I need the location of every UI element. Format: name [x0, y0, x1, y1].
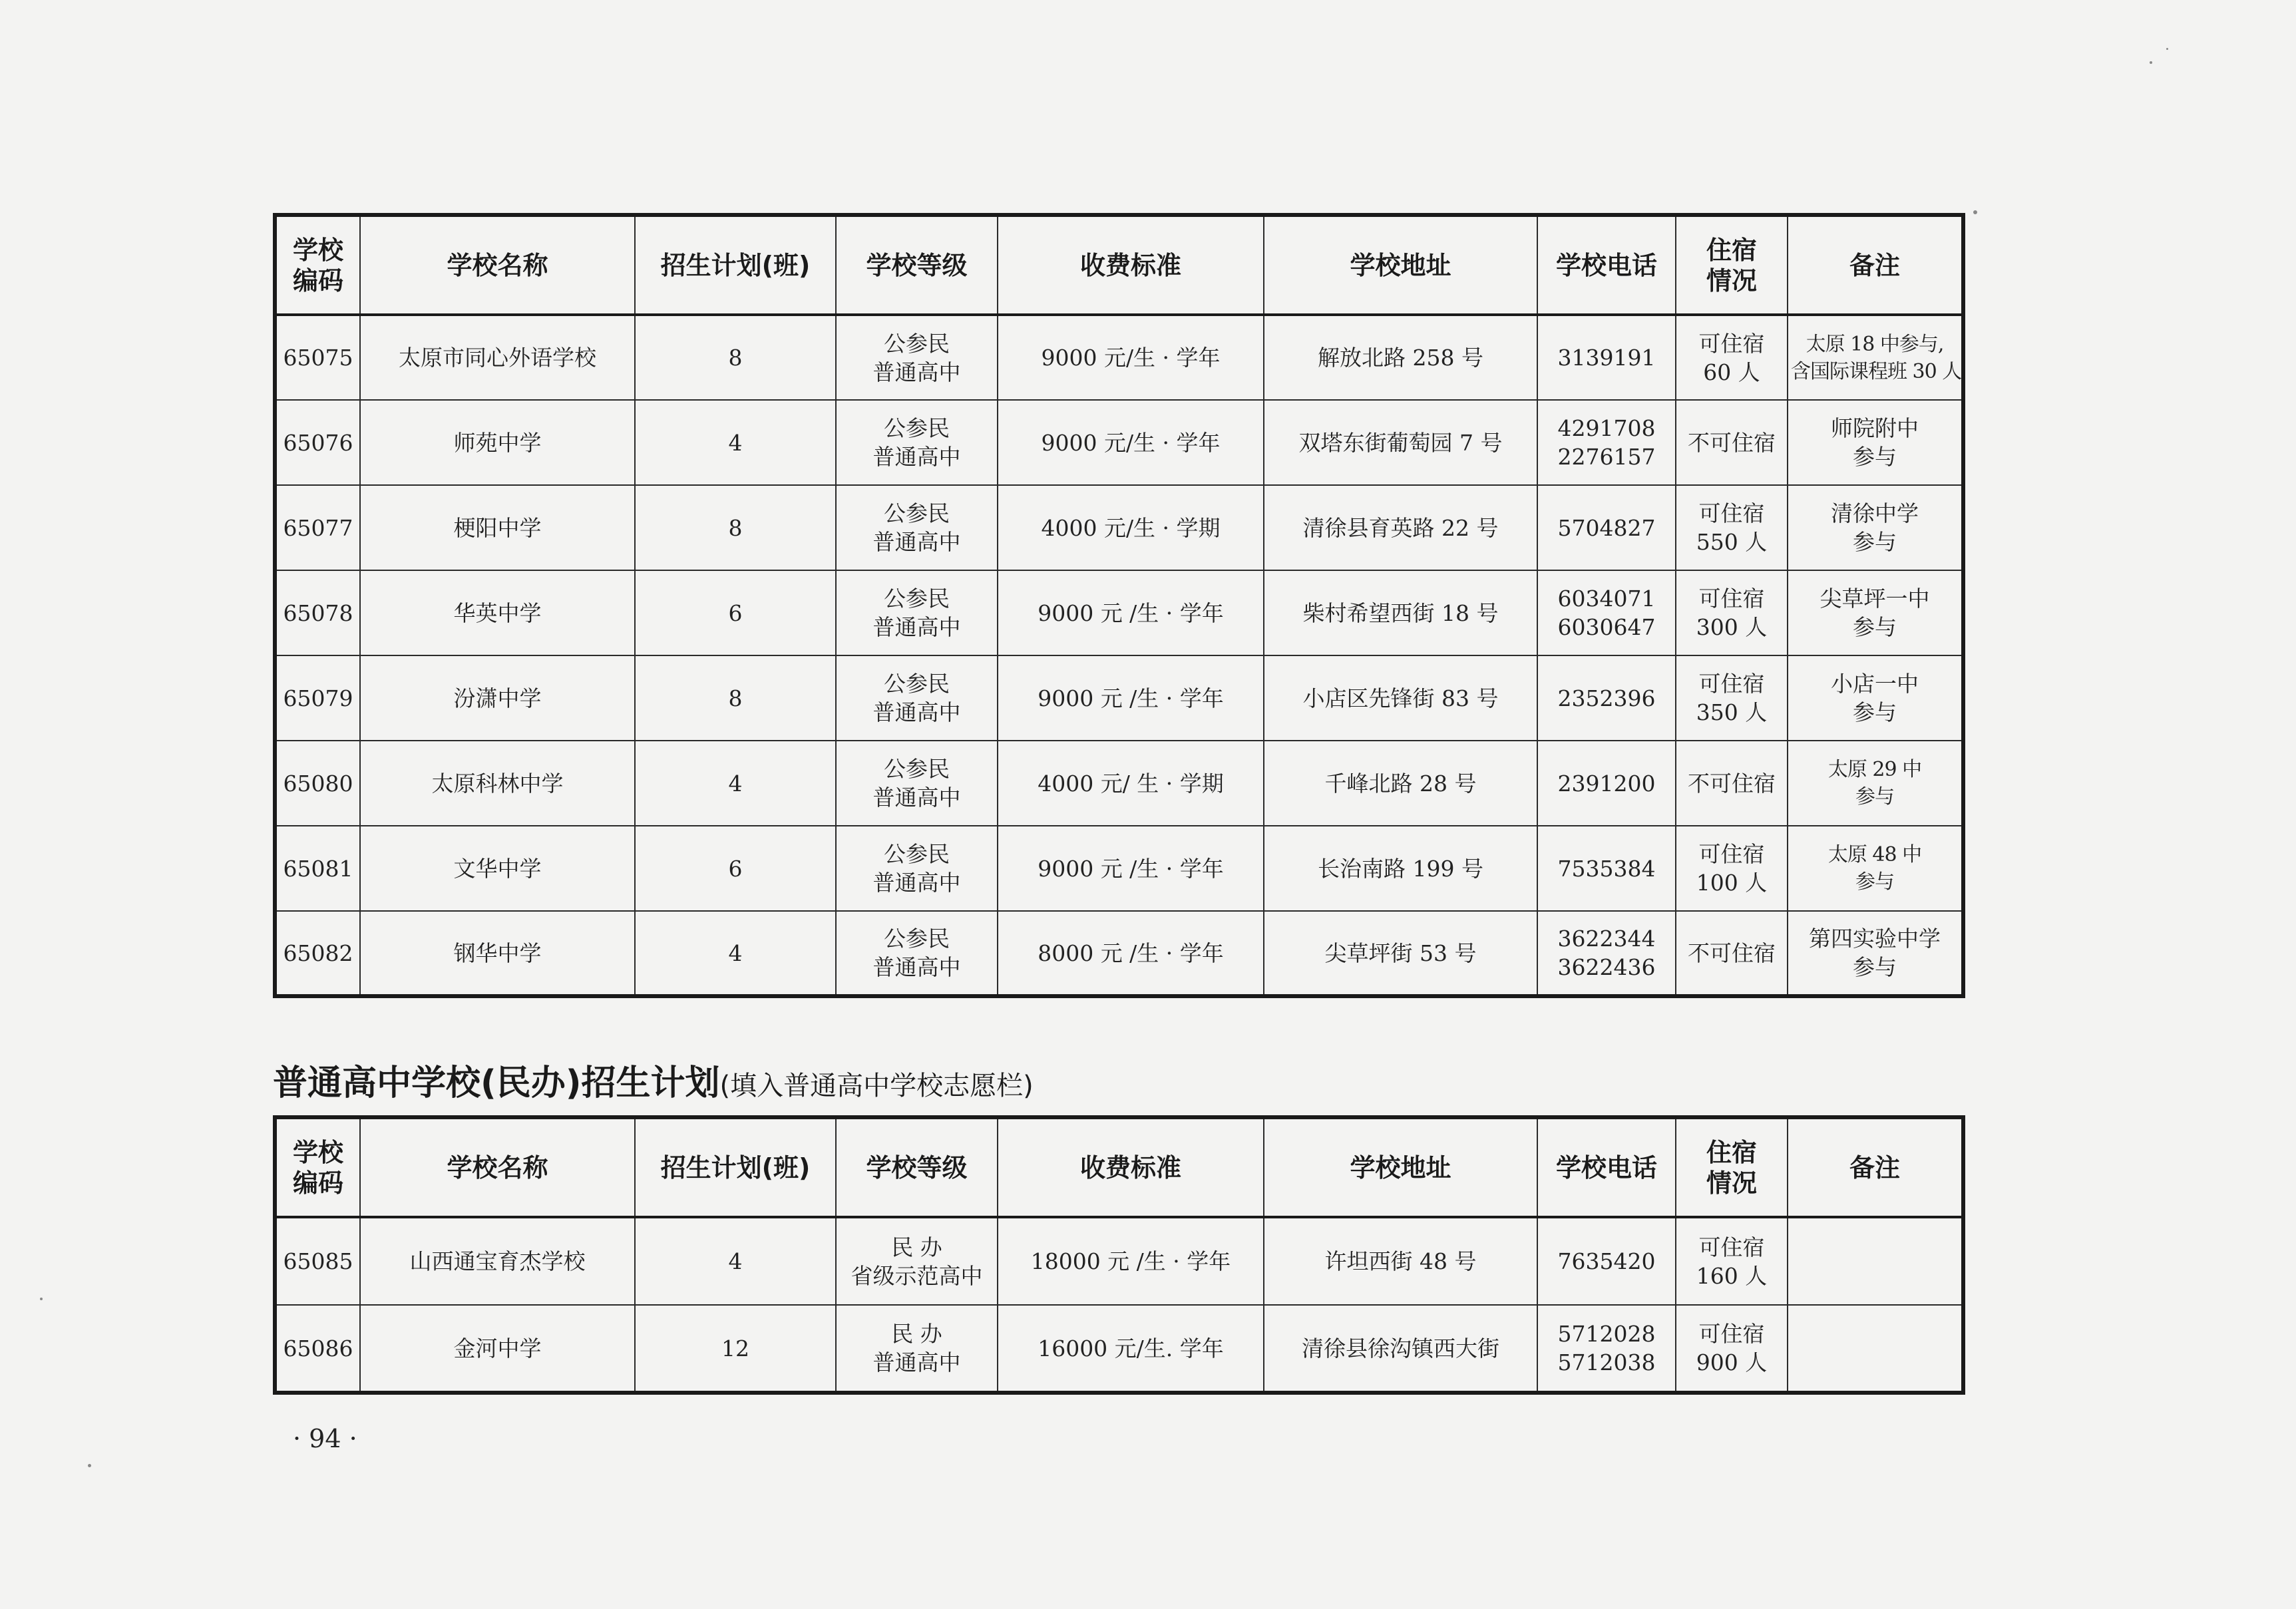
- lodging-cell: [1676, 485, 1788, 570]
- header-label: 情况: [1706, 266, 1757, 295]
- section-title: 普通高中学校(民办)招生计划: [273, 1063, 720, 1103]
- fee-cell: [998, 655, 1264, 741]
- school-name-cell: [360, 1217, 635, 1305]
- header-label: 编码: [292, 266, 343, 295]
- enrollment-plan-cell: [635, 911, 836, 996]
- phone-cell: [1537, 741, 1676, 826]
- scan-speck: [1973, 210, 1977, 214]
- header-label: 编码: [292, 1168, 343, 1198]
- phone-cell: [1537, 911, 1676, 996]
- header-label: 住宿: [1706, 1137, 1757, 1167]
- school-level-line: 公参民: [884, 500, 950, 526]
- school-code-text: 65086: [283, 1335, 353, 1361]
- section-note: (填入普通高中学校志愿栏): [719, 1071, 1034, 1101]
- school-level-cell: [836, 1217, 998, 1305]
- phone-line: 3622344: [1557, 926, 1656, 952]
- school-name-cell: [360, 315, 635, 400]
- fee-cell: [998, 1217, 1264, 1305]
- header-remark: [1788, 215, 1963, 315]
- phone-line: 4291708: [1557, 415, 1656, 441]
- address-cell: [1264, 315, 1537, 400]
- enrollment-plan-text: 8: [728, 514, 743, 541]
- public-schools-table: [273, 213, 1965, 998]
- fee-cell: [998, 485, 1264, 570]
- address-cell: [1264, 570, 1537, 655]
- address-text: 解放北路 258 号: [1318, 345, 1483, 371]
- table-row: [275, 741, 1963, 826]
- school-name-text: 山西通宝育杰学校: [409, 1248, 586, 1274]
- school-code-text: 65082: [283, 940, 353, 966]
- lodging-line: 300 人: [1696, 614, 1768, 640]
- fee-cell: [998, 1305, 1264, 1393]
- header-label: 招生计划(班): [660, 250, 811, 280]
- header-label: 学校: [292, 235, 343, 265]
- table-row: [275, 911, 1963, 996]
- enrollment-plan-cell: [635, 741, 836, 826]
- address-cell: [1264, 485, 1537, 570]
- enrollment-plan-text: 8: [728, 345, 743, 371]
- address-cell: [1264, 655, 1537, 741]
- header-label: 情况: [1706, 1168, 1757, 1198]
- lodging-line: 可住宿: [1698, 1234, 1765, 1260]
- address-text: 柴村希望西街 18 号: [1302, 600, 1499, 626]
- remark-line: 尖草坪一中: [1819, 586, 1930, 612]
- lodging-line: 不可住宿: [1688, 770, 1776, 797]
- remark-line: 参与: [1853, 614, 1897, 640]
- remark-cell: [1788, 1305, 1963, 1393]
- school-level-line: 普通高中: [872, 870, 961, 896]
- phone-line: 5712028: [1557, 1321, 1656, 1347]
- table-row: [275, 315, 1963, 400]
- header-label: 备注: [1849, 250, 1900, 280]
- remark-line: 参与: [1853, 529, 1897, 555]
- school-code-text: 65079: [283, 685, 353, 711]
- school-level-line: 普通高中: [872, 1349, 961, 1375]
- remark-line: 太原 29 中: [1827, 758, 1922, 781]
- fee-text: 4000 元/生 · 学期: [1041, 514, 1221, 541]
- school-level-line: 普通高中: [872, 529, 961, 555]
- address-cell: [1264, 741, 1537, 826]
- phone-line: 5704827: [1557, 514, 1656, 541]
- public-schools-body: [275, 315, 1963, 996]
- enrollment-plan-cell: [635, 1305, 836, 1393]
- phone-line: 2391200: [1557, 770, 1656, 797]
- lodging-cell: [1676, 655, 1788, 741]
- remark-cell: [1788, 400, 1963, 485]
- header-label: 收费标准: [1079, 1153, 1181, 1182]
- lodging-line: 100 人: [1696, 870, 1768, 896]
- school-level-line: 民 办: [891, 1234, 942, 1260]
- remark-cell: [1788, 315, 1963, 400]
- table-row: [275, 1217, 1963, 1305]
- lodging-line: 550 人: [1696, 529, 1768, 555]
- lodging-cell: [1676, 1305, 1788, 1393]
- lodging-cell: [1676, 826, 1788, 911]
- table-header-row: [275, 215, 1963, 315]
- school-level-line: 省级示范高中: [851, 1262, 983, 1289]
- header-label: 学校名称: [447, 250, 548, 280]
- header-label: 学校地址: [1350, 1153, 1451, 1182]
- table-row: [275, 485, 1963, 570]
- school-name-text: 钢华中学: [453, 940, 542, 966]
- remark-cell: [1788, 485, 1963, 570]
- lodging-cell: [1676, 400, 1788, 485]
- lodging-cell: [1676, 741, 1788, 826]
- table-header-row: [275, 1117, 1963, 1217]
- header-label: 收费标准: [1079, 250, 1181, 280]
- header-label: 学校等级: [866, 250, 968, 280]
- fee-cell: [998, 400, 1264, 485]
- fee-cell: [998, 911, 1264, 996]
- school-code-cell: [275, 315, 360, 400]
- school-code-cell: [275, 655, 360, 741]
- school-name-cell: [360, 655, 635, 741]
- address-text: 长治南路 199 号: [1318, 855, 1483, 882]
- remark-cell: [1788, 911, 1963, 996]
- school-name-text: 太原市同心外语学校: [399, 345, 596, 371]
- address-cell: [1264, 1217, 1537, 1305]
- phone-line: 3139191: [1557, 345, 1656, 371]
- remark-cell: [1788, 1217, 1963, 1305]
- address-text: 清徐县徐沟镇西大街: [1302, 1335, 1499, 1361]
- fee-text: 9000 元/生 · 学年: [1041, 429, 1221, 456]
- phone-cell: [1537, 826, 1676, 911]
- address-cell: [1264, 911, 1537, 996]
- header-label: 学校等级: [866, 1153, 968, 1182]
- scan-speck: [88, 1464, 91, 1467]
- address-text: 清徐县育英路 22 号: [1302, 514, 1499, 541]
- remark-cell: [1788, 570, 1963, 655]
- school-level-line: 公参民: [884, 586, 950, 612]
- header-label: 学校电话: [1555, 1153, 1657, 1182]
- school-code-cell: [275, 826, 360, 911]
- school-code-cell: [275, 1305, 360, 1393]
- table-row: [275, 1305, 1963, 1393]
- phone-line: 5712038: [1557, 1349, 1656, 1375]
- lodging-line: 可住宿: [1698, 330, 1765, 357]
- header-code: [275, 215, 360, 315]
- table-row: [275, 826, 1963, 911]
- school-level-line: 公参民: [884, 841, 950, 867]
- school-level-line: 普通高中: [872, 785, 961, 810]
- school-code-cell: [275, 570, 360, 655]
- header-lodging: [1676, 1117, 1788, 1217]
- phone-cell: [1537, 400, 1676, 485]
- fee-text: 9000 元/生 · 学年: [1041, 345, 1221, 371]
- enrollment-plan-text: 4: [728, 940, 743, 966]
- table-row: [275, 655, 1963, 741]
- school-name-text: 汾潇中学: [453, 685, 542, 711]
- table-row: [275, 400, 1963, 485]
- school-level-line: 公参民: [884, 671, 950, 697]
- lodging-cell: [1676, 315, 1788, 400]
- school-code-text: 65075: [283, 345, 353, 371]
- remark-line: 参与: [1853, 954, 1897, 980]
- phone-line: 3622436: [1557, 954, 1656, 980]
- header-name: [360, 215, 635, 315]
- school-level-cell: [836, 400, 998, 485]
- phone-line: 6030647: [1557, 614, 1656, 640]
- enrollment-plan-text: 4: [728, 1248, 743, 1274]
- lodging-line: 可住宿: [1698, 500, 1765, 526]
- phone-cell: [1537, 1305, 1676, 1393]
- enrollment-plan-text: 6: [728, 600, 743, 626]
- enrollment-plan-cell: [635, 826, 836, 911]
- address-text: 双塔东街葡萄园 7 号: [1298, 429, 1503, 456]
- school-level-line: 公参民: [884, 926, 950, 952]
- scan-speck: [2166, 48, 2168, 50]
- school-name-text: 师苑中学: [453, 429, 542, 456]
- lodging-line: 160 人: [1696, 1262, 1768, 1289]
- header-address: [1264, 215, 1537, 315]
- phone-line: 7635420: [1557, 1248, 1656, 1274]
- header-label: 学校: [292, 1137, 343, 1167]
- lodging-line: 可住宿: [1698, 841, 1765, 867]
- lodging-line: 350 人: [1696, 699, 1768, 725]
- enrollment-plan-text: 4: [728, 429, 743, 456]
- header-phone: [1537, 1117, 1676, 1217]
- header-classes: [635, 1117, 836, 1217]
- phone-cell: [1537, 655, 1676, 741]
- school-code-text: 65077: [283, 514, 353, 541]
- school-name-text: 梗阳中学: [453, 514, 542, 541]
- enrollment-plan-cell: [635, 1217, 836, 1305]
- address-cell: [1264, 1305, 1537, 1393]
- school-level-cell: [836, 570, 998, 655]
- phone-line: 2352396: [1557, 685, 1656, 711]
- school-level-cell: [836, 911, 998, 996]
- school-code-cell: [275, 400, 360, 485]
- enrollment-plan-cell: [635, 570, 836, 655]
- lodging-cell: [1676, 911, 1788, 996]
- remark-line: 清徐中学: [1831, 500, 1919, 526]
- school-code-cell: [275, 741, 360, 826]
- remark-line: 太原 48 中: [1827, 843, 1922, 866]
- school-level-line: 普通高中: [872, 444, 961, 470]
- school-code-text: 65080: [283, 770, 353, 797]
- address-text: 小店区先锋街 83 号: [1302, 685, 1499, 711]
- header-label: 学校地址: [1350, 250, 1451, 280]
- header-label: 学校电话: [1555, 250, 1657, 280]
- address-text: 千峰北路 28 号: [1324, 770, 1477, 797]
- remark-line: 师院附中: [1831, 415, 1919, 441]
- school-level-cell: [836, 741, 998, 826]
- school-level-cell: [836, 315, 998, 400]
- header-fee: [998, 215, 1264, 315]
- fee-text: 9000 元 /生 · 学年: [1038, 685, 1224, 711]
- school-level-cell: [836, 655, 998, 741]
- enrollment-plan-cell: [635, 315, 836, 400]
- enrollment-plan-text: 6: [728, 855, 743, 882]
- school-code-cell: [275, 911, 360, 996]
- school-name-text: 金河中学: [453, 1335, 542, 1361]
- address-text: 尖草坪街 53 号: [1324, 940, 1477, 966]
- fee-text: 16000 元/生. 学年: [1038, 1335, 1224, 1361]
- phone-cell: [1537, 315, 1676, 400]
- phone-line: 2276157: [1557, 444, 1656, 470]
- enrollment-plan-cell: [635, 655, 836, 741]
- remark-cell: [1788, 741, 1963, 826]
- address-cell: [1264, 400, 1537, 485]
- phone-line: 7535384: [1557, 855, 1656, 882]
- header-label: 学校名称: [447, 1153, 548, 1182]
- school-level-line: 普通高中: [872, 614, 961, 640]
- scan-speck: [2150, 61, 2152, 64]
- school-code-text: 65078: [283, 600, 353, 626]
- address-cell: [1264, 826, 1537, 911]
- remark-line: 参与: [1853, 699, 1897, 725]
- fee-text: 4000 元/ 生 · 学期: [1038, 770, 1224, 797]
- remark-cell: [1788, 826, 1963, 911]
- school-level-line: 普通高中: [872, 699, 961, 725]
- enrollment-plan-text: 4: [728, 770, 743, 797]
- fee-cell: [998, 741, 1264, 826]
- section-heading: [273, 1055, 1034, 1105]
- remark-line: 含国际课程班 30 人: [1791, 359, 1962, 383]
- private-schools-body: [275, 1217, 1963, 1393]
- remark-line: 太原 18 中参与,: [1806, 332, 1944, 356]
- header-label: 住宿: [1706, 235, 1757, 265]
- table-row: [275, 570, 1963, 655]
- scan-speck: [40, 1298, 43, 1300]
- header-label: 备注: [1849, 1153, 1900, 1182]
- school-code-cell: [275, 1217, 360, 1305]
- lodging-line: 可住宿: [1698, 1321, 1765, 1347]
- school-name-text: 文华中学: [453, 855, 542, 882]
- lodging-cell: [1676, 1217, 1788, 1305]
- page-number: · 94 ·: [293, 1424, 357, 1453]
- school-name-cell: [360, 741, 635, 826]
- phone-cell: [1537, 1217, 1676, 1305]
- school-name-cell: [360, 826, 635, 911]
- lodging-line: 可住宿: [1698, 586, 1765, 612]
- phone-line: 6034071: [1557, 586, 1656, 612]
- lodging-line: 可住宿: [1698, 671, 1765, 697]
- school-level-line: 公参民: [884, 330, 950, 357]
- school-code-text: 65081: [283, 855, 353, 882]
- enrollment-plan-text: 12: [721, 1335, 749, 1361]
- fee-cell: [998, 315, 1264, 400]
- fee-text: 9000 元 /生 · 学年: [1038, 855, 1224, 882]
- school-code-text: 65076: [283, 429, 353, 456]
- school-level-cell: [836, 1305, 998, 1393]
- remark-line: 参与: [1853, 444, 1897, 470]
- header-name: [360, 1117, 635, 1217]
- header-fee: [998, 1117, 1264, 1217]
- lodging-line: 60 人: [1703, 359, 1760, 385]
- school-level-line: 普通高中: [872, 359, 961, 385]
- remark-line: 小店一中: [1831, 671, 1919, 697]
- fee-cell: [998, 826, 1264, 911]
- header-label: 招生计划(班): [660, 1153, 811, 1182]
- remark-cell: [1788, 655, 1963, 741]
- header-lodging: [1676, 215, 1788, 315]
- school-level-line: 公参民: [884, 415, 950, 441]
- school-level-line: 民 办: [891, 1321, 942, 1347]
- remark-line: 参与: [1855, 870, 1894, 894]
- school-name-text: 华英中学: [453, 600, 542, 626]
- school-name-cell: [360, 570, 635, 655]
- enrollment-plan-cell: [635, 485, 836, 570]
- school-level-line: 公参民: [884, 756, 950, 782]
- private-schools-table: [273, 1115, 1965, 1395]
- lodging-line: 900 人: [1696, 1349, 1768, 1375]
- school-code-cell: [275, 485, 360, 570]
- header-remark: [1788, 1117, 1963, 1217]
- school-name-cell: [360, 911, 635, 996]
- school-name-cell: [360, 485, 635, 570]
- school-code-text: 65085: [283, 1248, 353, 1274]
- school-level-cell: [836, 826, 998, 911]
- lodging-line: 不可住宿: [1688, 429, 1776, 456]
- address-text: 许坦西街 48 号: [1324, 1248, 1477, 1274]
- fee-text: 9000 元 /生 · 学年: [1038, 600, 1224, 626]
- lodging-line: 不可住宿: [1688, 940, 1776, 966]
- remark-line: 参与: [1855, 785, 1894, 808]
- school-name-cell: [360, 400, 635, 485]
- header-address: [1264, 1117, 1537, 1217]
- header-code: [275, 1117, 360, 1217]
- lodging-cell: [1676, 570, 1788, 655]
- fee-cell: [998, 570, 1264, 655]
- header-level: [836, 215, 998, 315]
- school-level-line: 普通高中: [872, 954, 961, 980]
- fee-text: 8000 元 /生 · 学年: [1038, 940, 1224, 966]
- header-classes: [635, 215, 836, 315]
- school-name-text: 太原科林中学: [431, 770, 564, 797]
- school-name-cell: [360, 1305, 635, 1393]
- fee-text: 18000 元 /生 · 学年: [1030, 1248, 1231, 1274]
- header-level: [836, 1117, 998, 1217]
- enrollment-plan-cell: [635, 400, 836, 485]
- phone-cell: [1537, 570, 1676, 655]
- header-phone: [1537, 215, 1676, 315]
- school-level-cell: [836, 485, 998, 570]
- remark-line: 第四实验中学: [1809, 926, 1941, 952]
- phone-cell: [1537, 485, 1676, 570]
- enrollment-plan-text: 8: [728, 685, 743, 711]
